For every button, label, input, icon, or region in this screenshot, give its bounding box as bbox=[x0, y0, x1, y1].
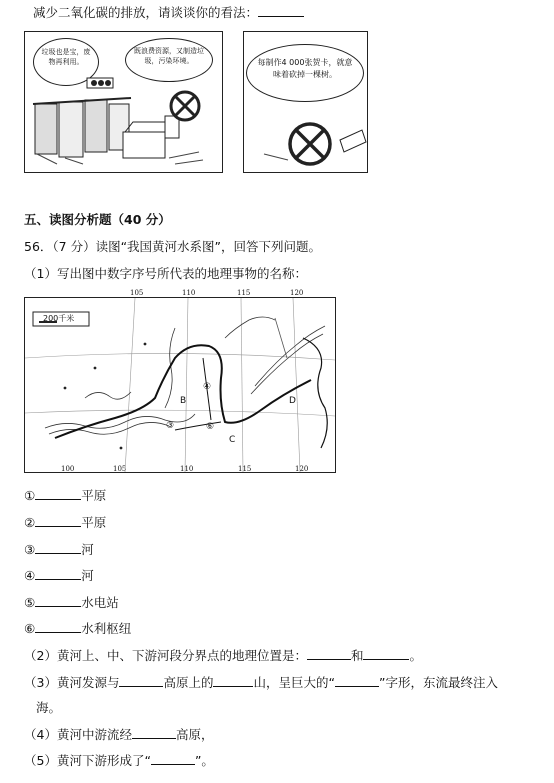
top-tick: 120 bbox=[290, 289, 304, 297]
answer-item-4: ④ 河 bbox=[24, 568, 94, 583]
answer-item-1: ① 平原 bbox=[24, 488, 107, 503]
card-cross-illustration bbox=[244, 32, 367, 172]
top-tick: 115 bbox=[237, 289, 251, 297]
question-header: 56．（7 分）读图“我国黄河水系图”，回答下列问题。 bbox=[24, 239, 322, 254]
intro-text: 减少二氧化碳的排放，请谈谈你的看法： bbox=[33, 5, 259, 20]
river-map-drawing bbox=[25, 298, 335, 472]
question-sub3-cont: 海。 bbox=[36, 700, 62, 715]
question-sub1: （1）写出图中数字序号所代表的地理事物的名称： bbox=[24, 266, 307, 281]
bottom-tick: 110 bbox=[180, 465, 194, 473]
question-sub4: （4）黄河中游流经 高原， bbox=[24, 727, 214, 742]
recycling-illustration bbox=[25, 32, 222, 172]
map-scale-label: 200千米 bbox=[43, 314, 75, 323]
answer-blank[interactable] bbox=[35, 514, 81, 527]
answer-blank[interactable] bbox=[35, 567, 81, 580]
answer-blank[interactable] bbox=[35, 487, 81, 500]
cartoon-panel-recycling bbox=[24, 31, 223, 173]
question-sub5: （5）黄河下游形成了“ ”。 bbox=[24, 753, 214, 768]
answer-blank[interactable] bbox=[119, 674, 163, 687]
bottom-tick: 105 bbox=[113, 465, 127, 473]
map-label-b: B bbox=[180, 396, 187, 406]
intro-line bbox=[33, 4, 304, 21]
answer-blank[interactable] bbox=[151, 752, 195, 765]
yellow-river-map bbox=[24, 289, 336, 473]
map-label-c: C bbox=[229, 435, 236, 445]
answer-item-3: ③ 河 bbox=[24, 542, 94, 557]
question-sub3: （3）黄河发源与 高原上的 山，呈巨大的“ ”字形，东流最终注入 bbox=[24, 675, 498, 690]
map-label-6: ⑥ bbox=[206, 422, 215, 432]
answer-blank[interactable] bbox=[35, 620, 81, 633]
answer-blank[interactable] bbox=[335, 674, 379, 687]
answer-blank[interactable] bbox=[35, 594, 81, 607]
cartoon-panel-cards bbox=[243, 31, 368, 173]
answer-blank[interactable] bbox=[35, 541, 81, 554]
answer-blank[interactable] bbox=[363, 647, 409, 660]
map-label-d: D bbox=[289, 396, 296, 406]
answer-blank[interactable] bbox=[258, 4, 304, 17]
answer-item-6: ⑥ 水利枢纽 bbox=[24, 621, 132, 636]
bottom-tick: 120 bbox=[295, 465, 309, 473]
section-title: 五、读图分析题（40 分） bbox=[24, 212, 171, 227]
speech-bubble-cards: 每制作4 000张贺卡，就意味着砍掉一棵树。 bbox=[246, 44, 364, 102]
map-label-4: ④ bbox=[203, 382, 212, 392]
top-tick: 110 bbox=[182, 289, 196, 297]
bottom-tick: 100 bbox=[61, 465, 75, 473]
answer-item-2: ② 平原 bbox=[24, 515, 107, 530]
answer-blank[interactable] bbox=[307, 647, 351, 660]
map-label-3: ③ bbox=[166, 421, 175, 431]
question-sub2: （2）黄河上、中、下游河段分界点的地理位置是： 和 。 bbox=[24, 648, 422, 663]
answer-item-5: ⑤ 水电站 bbox=[24, 595, 119, 610]
top-tick: 105 bbox=[130, 289, 144, 297]
bottom-tick: 115 bbox=[238, 465, 252, 473]
speech-bubble-right: 既浪费资源，又制造垃圾，污染环境。 bbox=[125, 38, 213, 82]
speech-bubble-left: 垃圾也是宝，废物再利用。 bbox=[33, 38, 99, 86]
answer-blank[interactable] bbox=[213, 674, 253, 687]
answer-blank[interactable] bbox=[132, 726, 176, 739]
